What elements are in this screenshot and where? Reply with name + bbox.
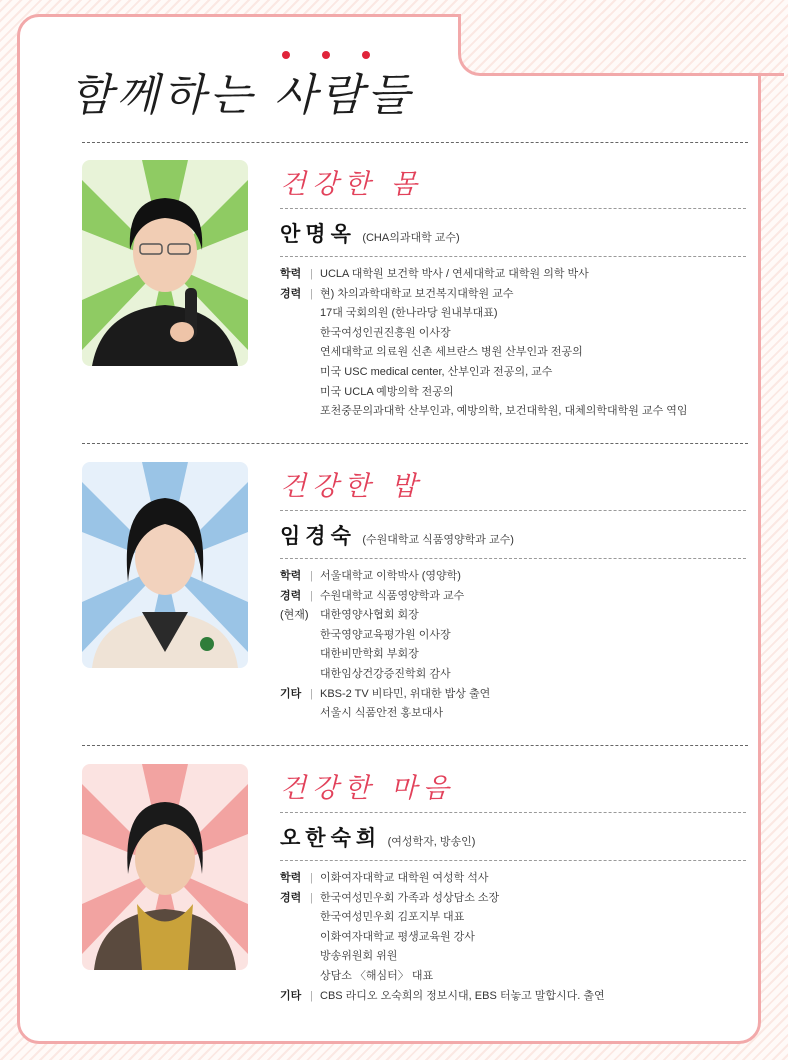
bio-row xyxy=(280,869,750,889)
bio-item: 이화여자대학교 대학원 여성학 석사 xyxy=(320,872,489,884)
bio-key: 학력 xyxy=(280,872,302,884)
theme-rule xyxy=(280,510,746,511)
bio-item: 17대 국회의원 (한나라당 원내부대표) xyxy=(320,307,498,320)
person-affiliation: (CHA의과대학 교수) xyxy=(362,232,460,244)
bio-separator: | xyxy=(310,891,313,904)
bio-separator: | xyxy=(310,589,313,602)
bio-item: 대한비만학회 부회장 xyxy=(320,648,419,661)
person-bio xyxy=(280,567,750,724)
bio-item: 상담소 〈해심터〉 대표 xyxy=(320,969,434,982)
bio-item: 현) 차의과학대학교 보건복지대학원 교수 xyxy=(320,287,514,300)
person-name: 오한숙희 xyxy=(280,827,382,850)
bio-separator: | xyxy=(310,687,313,700)
theme-rule xyxy=(280,812,746,813)
bio-item: 방송위원회 위원 xyxy=(320,950,398,963)
bio-item: 수원대학교 식품영양학과 교수 xyxy=(320,589,465,602)
bio-item: UCLA 대학원 보건학 박사 / 연세대학교 대학원 의학 박사 xyxy=(320,268,589,280)
bio-separator: | xyxy=(310,872,313,884)
person-bio xyxy=(280,265,750,422)
section-divider xyxy=(82,745,748,746)
section-theme-title: 건강한 밥 xyxy=(280,471,423,502)
bio-separator: | xyxy=(310,989,313,1002)
content-card xyxy=(17,14,761,1044)
name-line xyxy=(280,520,514,550)
name-rule xyxy=(280,256,746,257)
bio-row xyxy=(280,587,750,607)
bio-item: 연세대학교 의료원 신촌 세브란스 병원 산부인과 전공의 xyxy=(320,346,583,359)
person-card-2 xyxy=(82,462,752,752)
person-name: 안명옥 xyxy=(280,223,356,246)
bio-row xyxy=(280,987,750,1007)
bio-separator: | xyxy=(310,268,313,280)
bio-row xyxy=(280,567,750,587)
bio-row xyxy=(280,606,750,684)
bio-key: 경력 xyxy=(280,891,302,904)
person-card-1 xyxy=(82,160,752,450)
person-affiliation: (수원대학교 식품영양학과 교수) xyxy=(362,534,514,546)
decor-dot xyxy=(362,51,370,59)
bio-item: 미국 UCLA 예방의학 전공의 xyxy=(320,385,454,398)
section-divider xyxy=(82,142,748,143)
name-line xyxy=(280,822,475,852)
bio-item: 한국여성인권진흥원 이사장 xyxy=(320,326,451,339)
name-rule xyxy=(280,860,746,861)
bio-separator: | xyxy=(310,287,313,300)
section-theme-title: 건강한 마음 xyxy=(280,773,455,804)
decor-dot xyxy=(282,51,290,59)
person-photo xyxy=(82,160,248,366)
name-line xyxy=(280,218,460,248)
section-theme-title: 건강한 몸 xyxy=(280,169,423,200)
person-photo xyxy=(82,462,248,668)
bio-separator: | xyxy=(310,570,313,582)
page-title: 함께하는 사람들 xyxy=(70,70,414,121)
person-name: 임경숙 xyxy=(280,525,356,548)
bio-item: 서울시 식품안전 홍보대사 xyxy=(320,707,443,720)
person-affiliation: (여성학자, 방송인) xyxy=(387,836,476,848)
bio-key: 경력 xyxy=(280,287,302,300)
card-notch xyxy=(458,14,784,76)
bio-key: (현재) xyxy=(280,609,309,622)
bio-row xyxy=(280,285,750,422)
bio-item: KBS-2 TV 비타민, 위대한 밥상 출연 xyxy=(320,687,491,700)
bio-row xyxy=(280,265,750,285)
person-bio xyxy=(280,869,750,1006)
person-card-3 xyxy=(82,764,752,1034)
bio-item: 이화여자대학교 평생교육원 강사 xyxy=(320,930,475,943)
bio-item: 대한영양사협회 회장 xyxy=(320,609,419,622)
bio-key: 학력 xyxy=(280,570,302,582)
theme-rule xyxy=(280,208,746,209)
bio-key: 기타 xyxy=(280,989,302,1002)
bio-key: 경력 xyxy=(280,589,302,602)
bio-key: 기타 xyxy=(280,687,302,700)
bio-item: 서울대학교 이학박사 (영양학) xyxy=(320,570,461,582)
section-divider xyxy=(82,443,748,444)
decor-dot xyxy=(322,51,330,59)
bio-item: 한국영양교육평가원 이사장 xyxy=(320,628,451,641)
bio-key: 학력 xyxy=(280,268,302,280)
bio-item: 한국여성민우회 김포지부 대표 xyxy=(320,911,465,924)
bio-row xyxy=(280,889,750,987)
bio-item: 한국여성민우회 가족과 성상담소 소장 xyxy=(320,891,500,904)
bio-row xyxy=(280,685,750,724)
name-rule xyxy=(280,558,746,559)
person-photo xyxy=(82,764,248,970)
bio-item: CBS 라디오 오숙희의 정보시대, EBS 터놓고 말합시다. 출연 xyxy=(320,989,605,1002)
bio-item: 미국 USC medical center, 산부인과 전공의, 교수 xyxy=(320,365,553,378)
bio-item: 포천중문의과대학 산부인과, 예방의학, 보건대학원, 대체의학대학원 교수 역임 xyxy=(320,405,688,418)
bio-item: 대한임상건강증진학회 감사 xyxy=(320,667,451,680)
